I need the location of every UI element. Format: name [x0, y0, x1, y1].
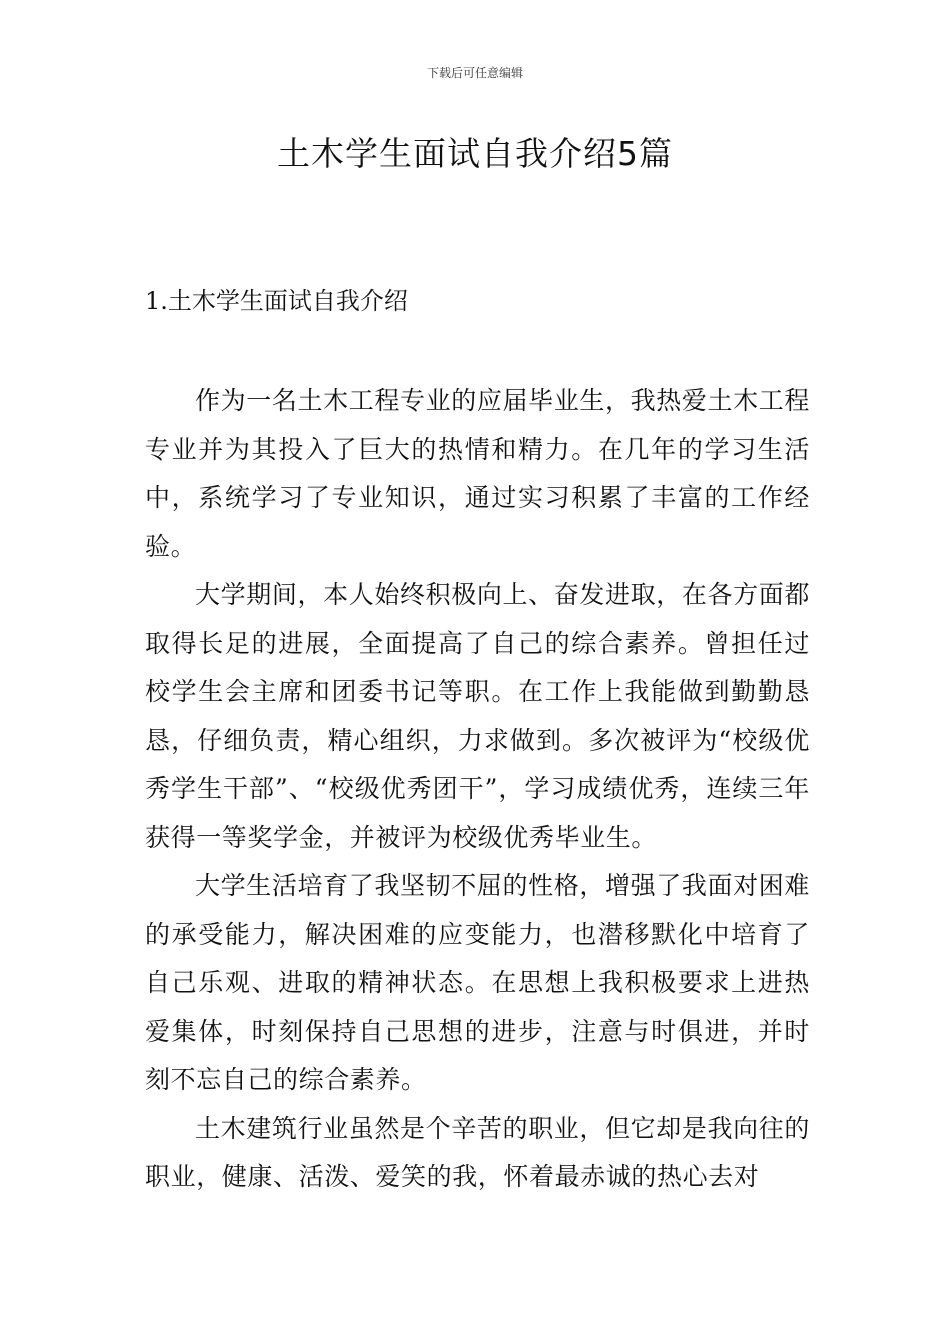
header-note: 下载后可任意编辑	[426, 66, 523, 80]
section-heading: 1.土木学生面试自我介绍	[145, 287, 408, 315]
body-text	[145, 377, 810, 1202]
paragraph: 作为一名土木工程专业的应届毕业生，我热爱土木工程专业并为其投入了巨大的热情和精力。在几年的学习生活中，系统学习了专业知识，通过实习积累了丰富的工作经验。	[145, 386, 810, 561]
paragraph: 大学期间，本人始终积极向上、奋发进取，在各方面都取得长足的进展，全面提高了自己的综合素养。曾担任过校学生会主席和团委书记等职。在工作上我能做到勤勤恳恳，仔细负责，精心组织，力求做到。多次被评为“校级优秀学生干部”、“校级优秀团干”，学习成绩优秀，连续三年获得一等奖学金，并被评为校级优秀毕业生。	[145, 580, 810, 852]
document-title: 土木学生面试自我介绍5篇	[277, 134, 673, 173]
paragraph: 土木建筑行业虽然是个辛苦的职业，但它却是我向往的职业，健康、活泼、爱笑的我，怀着最赤诚的热心去对	[145, 1113, 810, 1191]
paragraph: 大学生活培育了我坚韧不屈的性格，增强了我面对困难的承受能力，解决困难的应变能力，也潜移默化中培育了自己乐观、进取的精神状态。在思想上我积极要求上进热爱集体，时刻保持自己思想的进步，注意与时俱进，并时刻不忘自己的综合素养。	[145, 871, 810, 1094]
